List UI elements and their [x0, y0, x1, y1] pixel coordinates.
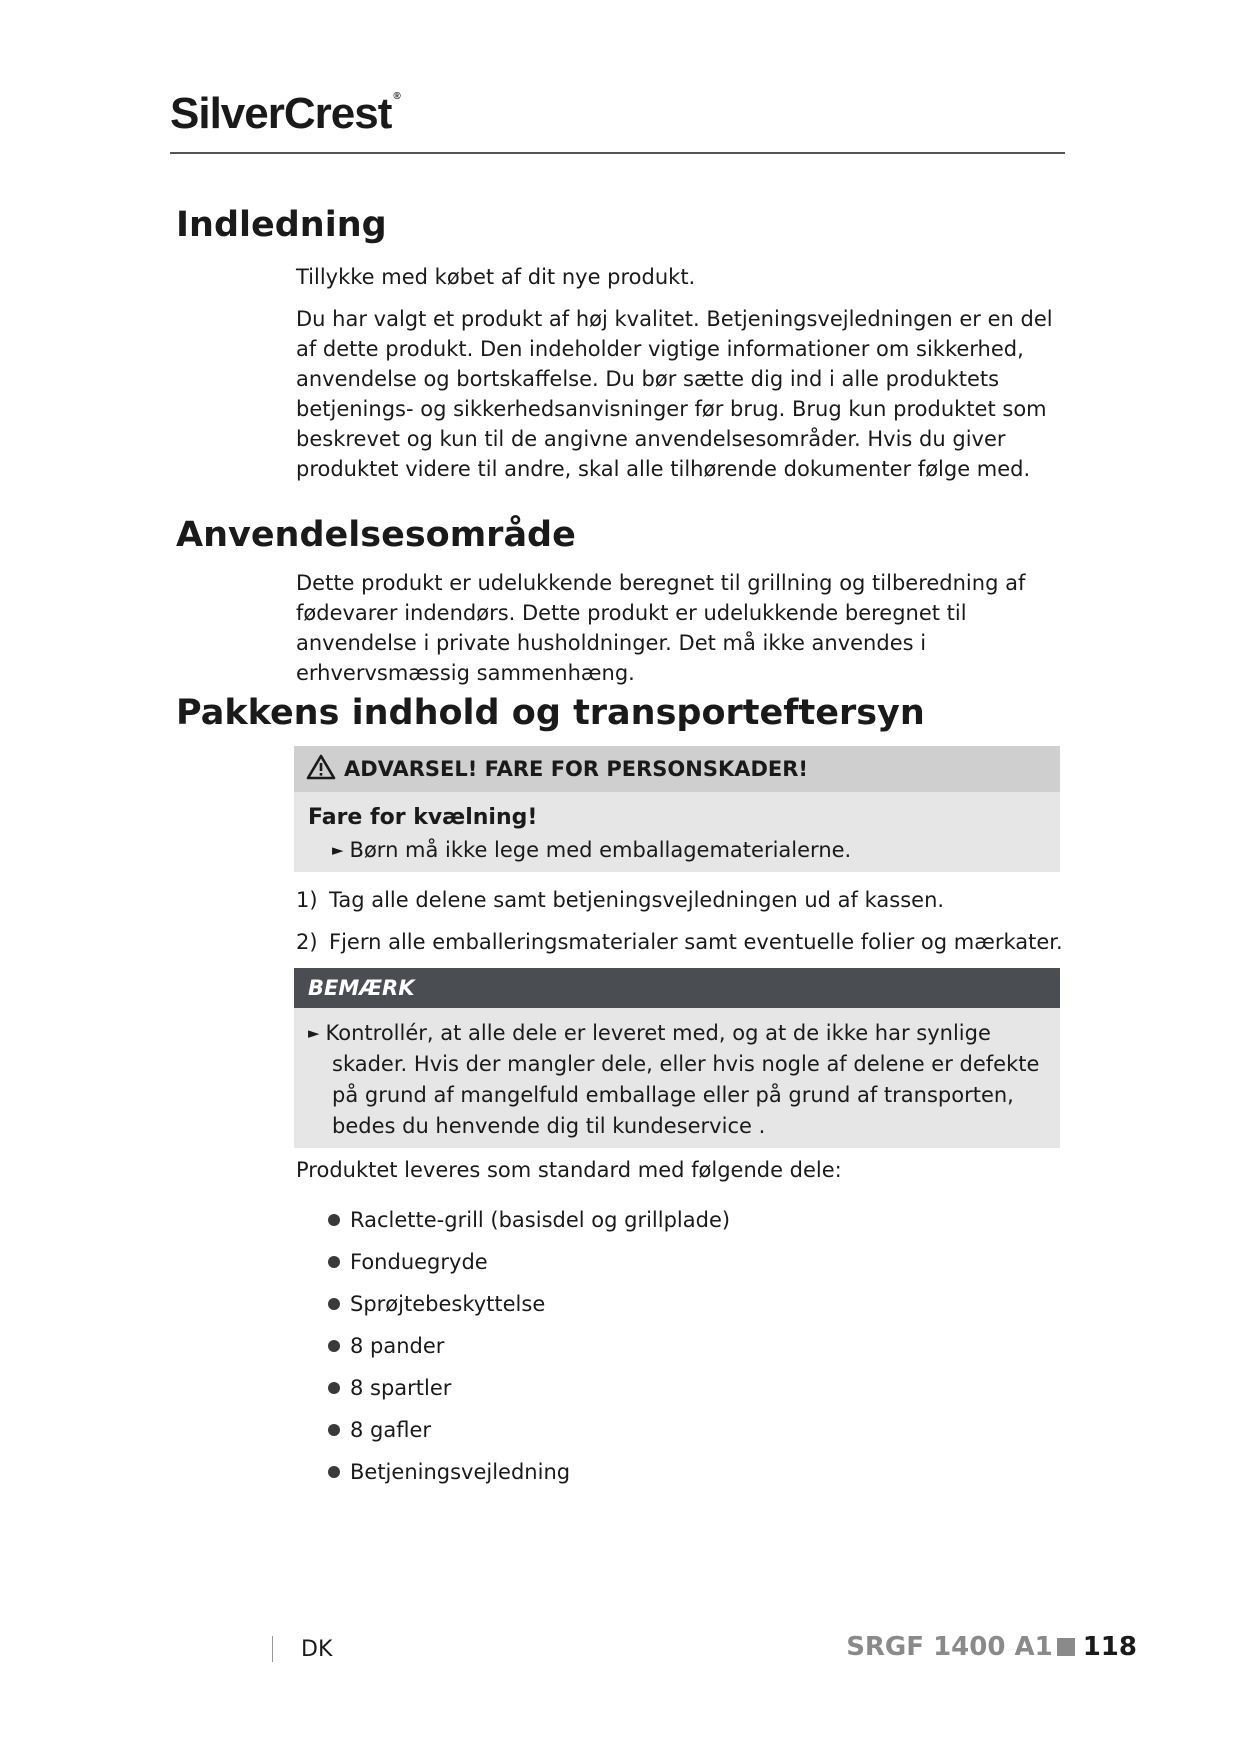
note-text: Kontrollér, at alle dele er leveret med, og at de ikke har synlige skader. Hvis der mangler dele, eller hvis nogle af delene er defekte på grund af mangelfuld emballage eller på grund af transporten, bedes du henvende dig til kundeservice .	[325, 1021, 1040, 1138]
unpacking-steps	[296, 884, 1063, 968]
footer-language	[272, 1636, 332, 1662]
warning-heading: ADVARSEL! FARE FOR PERSONSKADER!	[344, 757, 808, 781]
intro-text	[296, 262, 1076, 484]
step-number: 2)	[296, 930, 318, 954]
note-body	[294, 1008, 1060, 1148]
bullet-dot-icon	[328, 1382, 340, 1394]
step-item	[296, 884, 1063, 926]
language-code: DK	[301, 1636, 333, 1662]
list-item	[328, 1283, 730, 1325]
arrow-right-icon: ►	[332, 841, 344, 859]
list-item	[328, 1199, 730, 1241]
section-title-package: Pakkens indhold og transporteftersyn	[176, 693, 925, 733]
intro-paragraph-1: Tillykke med købet af dit nye produkt.	[296, 265, 696, 289]
warning-box	[294, 746, 1060, 872]
list-item-text: Raclette-grill (basisdel og grillplade)	[350, 1208, 731, 1232]
usage-text	[296, 568, 1086, 688]
bullet-dot-icon	[328, 1214, 340, 1226]
section-title-intro: Indledning	[176, 205, 387, 245]
step-text: Tag alle delene samt betjeningsvejledningen ud af kassen.	[329, 888, 945, 912]
note-heading: BEMÆRK	[294, 968, 1060, 1008]
list-item-text: Fonduegryde	[350, 1250, 488, 1274]
bullet-dot-icon	[328, 1466, 340, 1478]
note-box	[294, 968, 1060, 1148]
list-item	[328, 1451, 730, 1493]
bullet-dot-icon	[328, 1298, 340, 1310]
list-item-text: Betjeningsvejledning	[350, 1460, 571, 1484]
step-number: 1)	[296, 888, 318, 912]
model-number: SRGF 1400 A1	[846, 1632, 1053, 1662]
warning-body	[294, 792, 1060, 872]
list-item-text: 8 spartler	[350, 1376, 452, 1400]
section-title-usage: Anvendelsesområde	[176, 515, 576, 555]
step-text: Fjern alle emballeringsmaterialer samt eventuelle folier og mærkater.	[329, 930, 1063, 954]
contents-list	[328, 1199, 730, 1493]
bullet-dot-icon	[328, 1340, 340, 1352]
list-item	[328, 1409, 730, 1451]
contents-intro: Produktet leveres som standard med følgende dele:	[296, 1158, 842, 1182]
list-item-text: 8 pander	[350, 1334, 445, 1358]
footer-model-page	[846, 1632, 1137, 1662]
square-icon	[1057, 1638, 1075, 1656]
usage-paragraph: Dette produkt er udelukkende beregnet til grillning og tilberedning af fødevarer indendørs. Dette produkt er udelukkende beregnet til anvendelse i private husholdninger. Det må ikke anvendes i erhvervsmæssig sammenhæng.	[296, 571, 1026, 685]
list-item	[328, 1325, 730, 1367]
page-number: 118	[1082, 1632, 1137, 1662]
warning-header	[294, 746, 1060, 792]
header-rule	[170, 152, 1065, 154]
bullet-dot-icon	[328, 1424, 340, 1436]
list-item-text: Sprøjtebeskyttelse	[350, 1292, 546, 1316]
list-item	[328, 1241, 730, 1283]
list-item	[328, 1367, 730, 1409]
brand-name: SilverCrest	[170, 89, 392, 138]
bullet-dot-icon	[328, 1256, 340, 1268]
arrow-right-icon: ►	[308, 1024, 320, 1042]
warning-item-text: Børn må ikke lege med emballagematerialerne.	[349, 838, 852, 862]
intro-paragraph-2: Du har valgt et produkt af høj kvalitet. Betjeningsvejledningen er en del af dette produkt. Den indeholder vigtige informationer om sikkerhed, anvendelse og bortskaffelse. Du bør sætte dig ind i alle produktets betjenings- og sikkerhedsanvisninger før brug. Brug kun produktet som beskrevet og kun til de angivne anvendelsesområder. Hvis du giver produktet videre til andre, skal alle tilhørende dokumenter følge med.	[296, 307, 1053, 481]
warning-item	[308, 834, 1046, 866]
brand-logo	[170, 89, 400, 138]
footer-divider	[272, 1636, 273, 1662]
list-item-text: 8 gafler	[350, 1418, 432, 1442]
warning-triangle-icon	[306, 754, 336, 785]
warning-subheading: Fare for kvælning!	[308, 805, 538, 830]
step-item	[296, 926, 1063, 968]
registered-mark: ®	[393, 91, 400, 102]
